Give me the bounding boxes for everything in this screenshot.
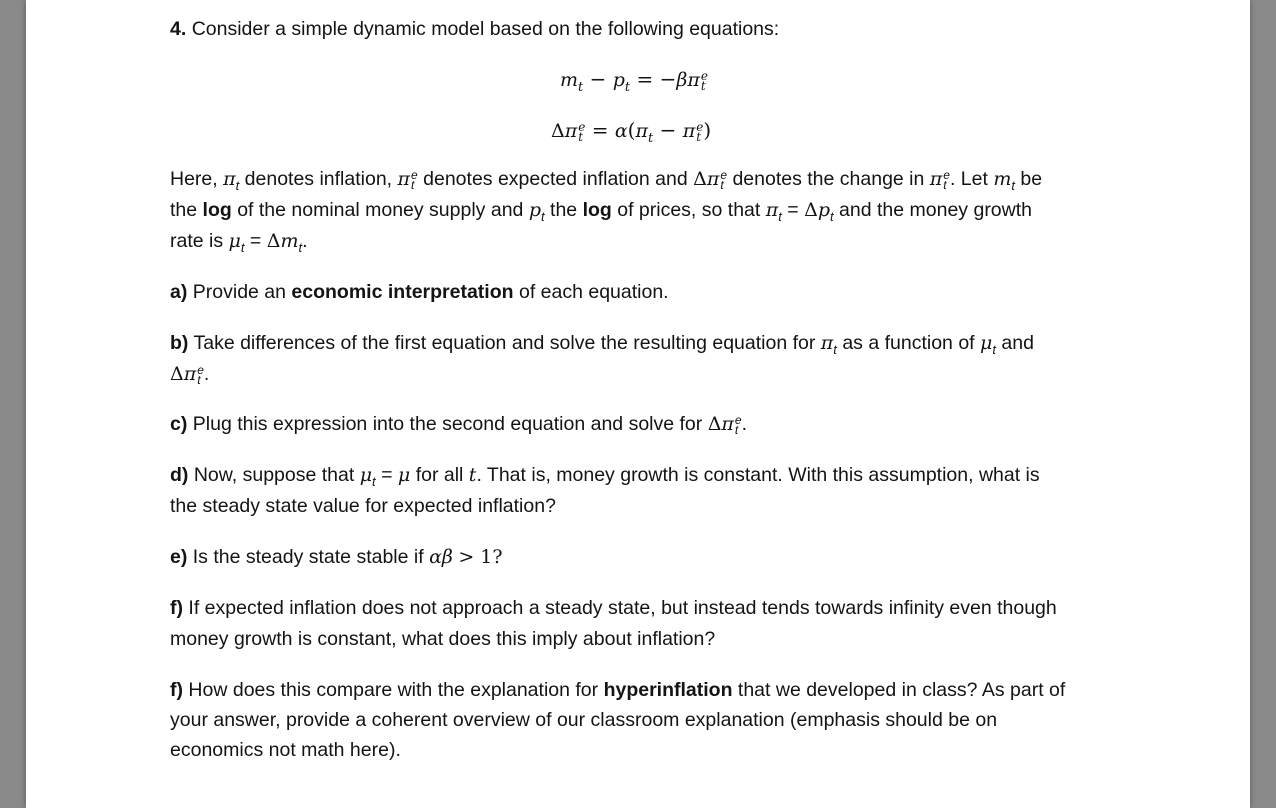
- question-intro: [170, 14, 779, 44]
- text-be: be: [1020, 168, 1043, 190]
- part-d-line-1: d) Now, suppose that $\mu_t = \mu$ for all t. That is, money growth is constant. With this assumption, what is: [170, 464, 1040, 489]
- part-a-label: a): [170, 281, 188, 303]
- part-f1-label: f): [170, 597, 183, 619]
- definitions-line-2: the log of the nominal money supply and $p_t$ the log of prices, so that $\pi_t = \Delta p_t$ and the money growth: [170, 199, 1032, 224]
- equation-2: Δπ e t = $\alpha(\pi_t - \pi$ e t ): [551, 118, 712, 146]
- part-d-label: d): [170, 464, 189, 486]
- text-denotes-change: denotes the change in: [732, 168, 925, 190]
- part-b-text-2: as a function of: [842, 332, 975, 354]
- question-number: 4.: [170, 18, 187, 40]
- part-a-bold: economic interpretation: [291, 281, 514, 303]
- part-f2-line-1: [170, 675, 1065, 705]
- part-f2-line-3-text: economics not math here).: [170, 739, 401, 761]
- part-d-text-3: . That is, money growth is constant. With this assumption, what is: [476, 464, 1040, 486]
- part-b-line-1: b) Take differences of the first equation and solve the resulting equation for $\pi_t$ as a function of $\mu_t$ and: [170, 332, 1034, 357]
- part-f2-post: that we developed in class? As part of: [737, 679, 1066, 701]
- part-d-text-1: Now, suppose that: [193, 464, 355, 486]
- part-f2-label: f): [170, 679, 183, 701]
- text-log-1: log: [202, 199, 232, 221]
- part-f2-line-2-text: your answer, provide a coherent overview of our classroom explanation (emphasis should be on: [170, 709, 998, 731]
- definitions-line-1: Here, $\pi_t$ denotes inflation, π e t denotes expected inflation and Δπ e t denotes the change in π e t . Let $m_t$ be: [170, 168, 1043, 193]
- part-f1-line-1-text: If expected inflation does not approach a steady state, but instead tends towards infinity even though: [188, 597, 1057, 619]
- text-here: Here,: [170, 168, 218, 190]
- document-page: [26, 0, 1250, 808]
- part-b-text-3: and: [1001, 332, 1034, 354]
- equation-1: $m_t - p_t = -\beta\pi$ e t: [560, 67, 708, 95]
- part-f1-line-2: [170, 624, 715, 654]
- part-f2-line-3: [170, 735, 401, 765]
- part-f1-line-2-text: money growth is constant, what does this imply about inflation?: [170, 628, 716, 650]
- part-d-line-2: [170, 491, 556, 521]
- intro-text: Consider a simple dynamic model based on the following equations:: [191, 18, 780, 40]
- text-denotes-expected: denotes expected inflation and: [423, 168, 688, 190]
- text-log-2: log: [582, 199, 612, 221]
- part-c-label: c): [170, 413, 188, 435]
- text-denotes-inflation: denotes inflation,: [244, 168, 393, 190]
- part-f1-line-1: [170, 593, 1057, 623]
- definitions-line-3: rate is $\mu_t = \Delta m_t$.: [170, 230, 308, 255]
- text-rate-is: rate is: [170, 230, 224, 252]
- part-a: [170, 277, 669, 307]
- part-b-line-2: Δπ e t .: [170, 363, 210, 387]
- text-of-prices: of prices, so that: [617, 199, 761, 221]
- text-the-2: the: [550, 199, 578, 221]
- part-e-label: e): [170, 546, 188, 568]
- text-the: the: [170, 199, 198, 221]
- part-c-text: Plug this expression into the second equation and solve for: [192, 413, 703, 435]
- part-d-line-2-text: the steady state value for expected inflation?: [170, 495, 556, 517]
- part-a-post: of each equation.: [518, 281, 669, 303]
- part-e-text: Is the steady state stable if: [192, 546, 424, 568]
- text-of-nominal: of the nominal money supply and: [237, 199, 524, 221]
- part-d-text-2: for all: [415, 464, 464, 486]
- text-let: . Let: [949, 168, 988, 190]
- text-and-money-growth: and the money growth: [839, 199, 1032, 221]
- part-f2-pre: How does this compare with the explanation for: [188, 679, 599, 701]
- part-b-text-1: Take differences of the first equation and solve the resulting equation for: [193, 332, 816, 354]
- part-e: e) Is the steady state stable if αβ > 1?: [170, 546, 503, 568]
- part-e-condition-tail: > 1?: [458, 546, 503, 568]
- part-f2-bold: hyperinflation: [603, 679, 733, 701]
- part-c: c) Plug this expression into the second equation and solve for Δπ e t .: [170, 413, 748, 437]
- part-b-label: b): [170, 332, 189, 354]
- part-a-pre: Provide an: [192, 281, 286, 303]
- part-f2-line-2: [170, 705, 997, 735]
